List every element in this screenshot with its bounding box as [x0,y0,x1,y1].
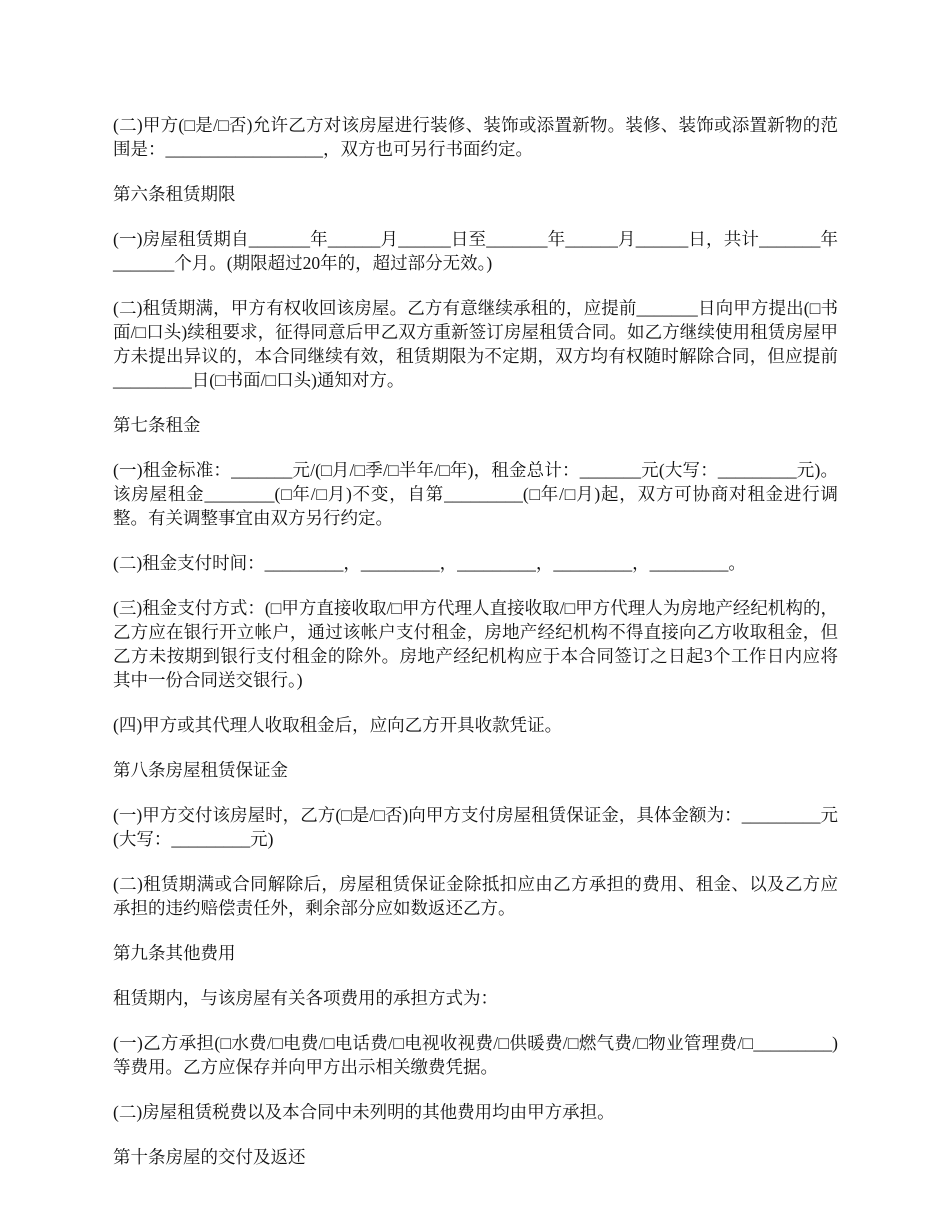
section-heading: 第八条房屋租赁保证金 [113,760,288,780]
clause-paragraph: (一)房屋租赁期自_______年______月______日至_______年______月______日，共计_______年_______个月。(期限超过20年的，超过部分无效。) [113,229,838,273]
clause-paragraph: (三)租金支付方式：(□甲方直接收取/□甲方代理人直接收取/□甲方代理人为房地产经纪机构的，乙方应在银行开立帐户，通过该帐户支付租金，房地产经纪机构不得直接向乙方收取租金，但乙方未按期到银行支付租金的除外。房地产经纪机构应于本合同签订之日起3个工作日内应将其中一份合同送交银行。) [113,598,838,690]
clause-paragraph: (二)房屋租赁税费以及本合同中未列明的其他费用均由甲方承担。 [113,1102,615,1122]
clause-paragraph: (二)租金支付时间：_________，_________，_________，_________，_________。 [113,553,746,573]
section-heading: 第六条租赁期限 [113,184,236,204]
section-heading: 第七条租金 [113,415,201,435]
section-heading: 第十条房屋的交付及返还 [113,1147,306,1167]
clause-paragraph: (四)甲方或其代理人收取租金后，应向乙方开具收款凭证。 [113,715,563,735]
clause-paragraph: (一)甲方交付该房屋时，乙方(□是/□否)向甲方支付房屋租赁保证金，具体金额为：_________元(大写：_________元) [113,805,838,849]
clause-paragraph: (二)租赁期满，甲方有权收回该房屋。乙方有意继续承租的，应提前_______日向甲方提出(□书面/□口头)续租要求，征得同意后甲乙双方重新签订房屋租赁合同。如乙方继续使用租赁房屋甲方未提出异议的，本合同继续有效，租赁期限为不定期，双方均有权随时解除合同，但应提前_________日(□书面/□口头)通知对方。 [113,298,838,390]
clause-paragraph: (一)租金标准：_______元/(□月/□季/□半年/□年)，租金总计：_______元(大写：_________元)。该房屋租金________(□年/□月)不变，自第_________(□年/□月)起，双方可协商对租金进行调整。有关调整事宜由双方另行约定。 [113,460,838,528]
section-heading: 第九条其他费用 [113,943,236,963]
clause-paragraph: (一)乙方承担(□水费/□电费/□电话费/□电视收视费/□供暖费/□燃气费/□物业管理费/□_________)等费用。乙方应保存并向甲方出示相关缴费凭据。 [113,1033,838,1077]
clause-paragraph: (二)甲方(□是/□否)允许乙方对该房屋进行装修、装饰或添置新物。装修、装饰或添置新物的范围是：__________________，双方也可另行书面约定。 [113,115,838,159]
clause-paragraph: 租赁期内，与该房屋有关各项费用的承担方式为： [113,988,498,1008]
clause-paragraph: (二)租赁期满或合同解除后，房屋租赁保证金除抵扣应由乙方承担的费用、租金、以及乙方应承担的违约赔偿责任外，剩余部分应如数返还乙方。 [113,874,838,918]
